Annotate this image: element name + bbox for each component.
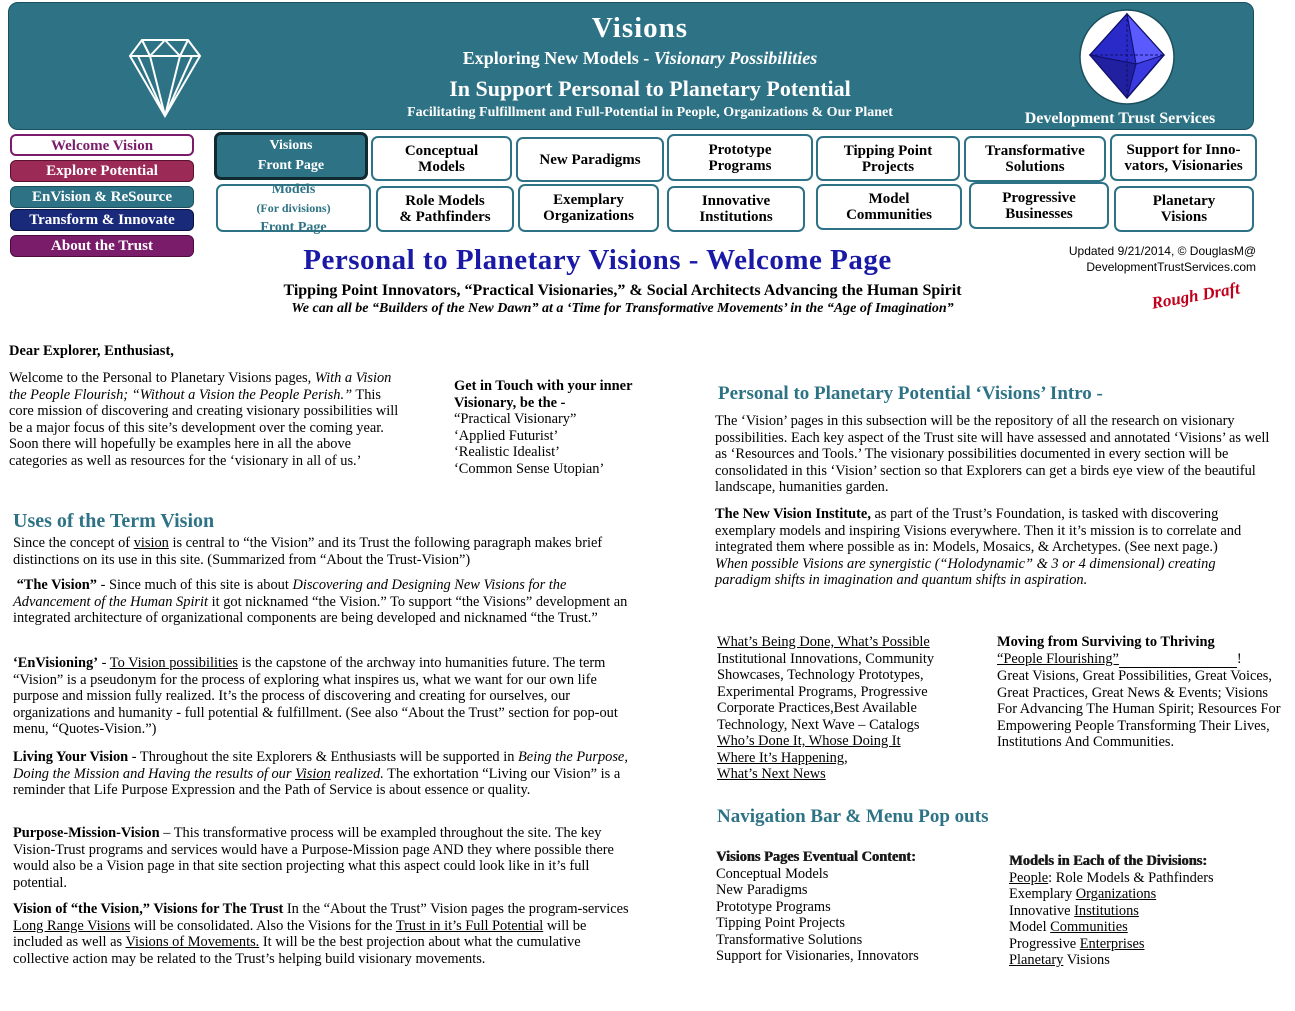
enterprises-link[interactable]: Enterprises (1079, 935, 1145, 952)
diamond-icon (120, 36, 210, 120)
trust-full-potential-link[interactable]: Trust in it’s Full Potential (395, 917, 544, 934)
purpose-mission-paragraph: Purpose-Mission-Vision – This transformative process will be exampled throughout the site. The key Vision-Trust programs and services would have a Purpose-Mission page AND they where possible there would also be a Vision page in that site section projecting what this aspect could look like in it’s full potential. (13, 825, 614, 891)
envisioning-paragraph: ‘EnVisioning’ - To Vision possibilities is the capstone of the archway into humanities future. The term “Vision” is a pseudonym for the process of exploring what inspires us, what we want for our own life purpose and mission fully realized. It’s the process of discovering and creating for ourselves, our organizations and humanity - full potential & fulfillment. (See also “About the Trust” section for pop-out menu, “Quotes-Vision.”) (13, 655, 618, 737)
nav-innovative-institutions[interactable]: Innovative Institutions (667, 186, 805, 232)
intro-paragraph: The ‘Vision’ pages in this subsection will be the repository of all the research on visionary possibilities. Each key aspect of the Trust site will have assessed and annotated ‘Visions’ as well as ‘Resources and Tools.’ The visionary possibilities documented in every section will be consolidated in this ‘Vision’ section so that Explorers can get a birds eye view of the beautiful landscape, humanities garden. (715, 413, 1270, 495)
octahedron-logo-icon (1078, 8, 1176, 106)
whats-being-done-link[interactable]: What’s Being Done, What’s Possible (717, 634, 930, 650)
whos-done-it-link[interactable]: Who’s Done It, Whose Doing It (717, 733, 901, 749)
list-item: Innovative Institutions (1009, 902, 1139, 919)
nav-prototype-programs[interactable]: Prototype Programs (667, 134, 813, 181)
surviving-thriving-block: Moving from Surviving to Thriving “People Flourishing” ! Great Visions, Great Possibilities, Great Voices, Great Practices, Great News & Events; Visions For Advancing The Human Spirit; Resources For Empowering People Transforming Their Lives, Institutions And Communities. (997, 634, 1281, 750)
nav-progressive-businesses[interactable]: Progressive Businesses (969, 182, 1109, 229)
nav-exemplary-organizations[interactable]: Exemplary Organizations (518, 184, 659, 232)
nav-models-front-page[interactable]: Models (For divisions) Front Page (216, 184, 371, 232)
models-divisions: Models in Each of the Divisions: People: Role Models & Pathfinders Exemplary Organizations Innovative Institutions Model Communities Progressive Enterprises Planetary Visions (1009, 853, 1294, 969)
list-item: ‘Applied Futurist’ (454, 427, 559, 444)
long-range-visions-link[interactable]: Long Range Visions (13, 917, 131, 934)
nav-visions-front-page[interactable]: Visions Front Page (214, 132, 368, 180)
site-subtitle-small: Facilitating Fulfillment and Full-Potential in People, Organizations & Our Planet (407, 105, 893, 120)
nav-conceptual-models[interactable]: Conceptual Models (371, 136, 512, 181)
nav-new-paradigms[interactable]: New Paradigms (516, 137, 664, 182)
since-paragraph: Since the concept of vision is central to “the Vision” and its Trust the following paragraph makes brief distinctions on its use in this site. (Summarized from “About the Trust-Vision”) (13, 535, 603, 568)
visions-of-movements-link[interactable]: Visions of Movements. (125, 934, 260, 950)
site-subtitle-main: In Support Personal to Planetary Potential (449, 76, 851, 101)
nav-planetary-visions[interactable]: Planetary Visions (1114, 186, 1254, 232)
list-item: Transformative Solutions (716, 931, 863, 948)
planetary-link[interactable]: Planetary (1009, 952, 1064, 968)
vision-of-vision-paragraph: Vision of “the Vision,” Visions for The Trust In the “About the Trust” Vision pages the program-services Long Range Visions will be consolidated. Also the Visions for the Trust in it’s Full Potential will be included as well as Visions of Movements. It will be the best projection about what the cumulative collective action may be related to the Trust’s helping build visionary movements. (13, 901, 629, 967)
welcome-paragraph: Welcome to the Personal to Planetary Visions pages, With a Vision the People Flourish; “Without a Vision the People Perish.” This core mission of discovering and creating visionary possibilities will be a major focus of this site’s development over the coming year. Soon there will hopefully be examples here in all the above categories as well as resources for the ‘visionary in all of us.’ (9, 370, 399, 469)
nav-transformative-solutions[interactable]: Transformative Solutions (964, 136, 1106, 182)
visions-pages-content: Visions Pages Eventual Content: Conceptual Models New Paradigms Prototype Programs Tipping Point Projects Transformative Solutions Support for Visionaries, Innovators (716, 849, 1001, 965)
tagline-italic: We can all be “Builders of the New Dawn” at a ‘Time for Transformative Movements’ in the “Age of Imagination” (291, 301, 954, 316)
list-item: New Paradigms (716, 882, 808, 898)
greeting: Dear Explorer, Enthusiast, (9, 343, 174, 359)
uses-heading: Uses of the Term Vision (13, 510, 215, 532)
list-item: Conceptual Models (716, 865, 829, 882)
vision-link-2[interactable]: Vision (295, 765, 331, 782)
list-item: ‘Common Sense Utopian’ (454, 460, 605, 477)
whats-next-news-link[interactable]: What’s Next News (717, 766, 826, 782)
site-subtitle: Exploring New Models - Visionary Possibilities (462, 48, 818, 68)
updated-info: Updated 9/21/2014, © DouglasM@ DevelopmentTrustServices.com (1068, 244, 1256, 274)
get-in-touch-box: Get in Touch with your inner Visionary, be the - “Practical Visionary” ‘Applied Futurist’ ‘Realistic Idealist’ ‘Common Sense Utopian’ (454, 378, 654, 477)
nav-role-models[interactable]: Role Models & Pathfinders (376, 186, 514, 232)
communities-link[interactable]: Communities (1050, 919, 1128, 935)
list-item: Progressive Enterprises (1009, 935, 1145, 952)
side-nav-explore-potential[interactable]: Explore Potential (10, 160, 194, 182)
nav-tipping-point-projects[interactable]: Tipping Point Projects (816, 136, 960, 181)
list-item: Support for Visionaries, Innovators (716, 948, 919, 964)
side-nav-welcome-vision[interactable]: Welcome Vision (10, 134, 194, 156)
list-item: ‘Realistic Idealist’ (454, 444, 560, 460)
new-vision-institute-paragraph: The New Vision Institute, as part of the Trust’s Foundation, is tasked with discovering exemplary models and inspiring Visions everywhere. Then it it’s mission is to correlate and integrated them where possible as in: Models, Mosaics, & Archetypes. (See next page.) When possible Visions are synergistic (“Holodynamic” & 3 or 4 dimensional) creating paradigm shifts in imagination and quantum shifts in aspiration. (715, 506, 1242, 588)
side-nav-transform-innovate[interactable]: Transform & Innovate (10, 209, 194, 231)
rough-draft-stamp: Rough Draft (1150, 278, 1242, 313)
list-item: “Practical Visionary” (454, 411, 577, 427)
side-nav-envision-resource[interactable]: EnVision & ReSource (10, 186, 194, 208)
list-item: Model Communities (1009, 919, 1128, 935)
to-vision-link[interactable]: To Vision possibilities (109, 655, 238, 671)
list-item: Prototype Programs (716, 898, 831, 915)
the-vision-paragraph: “The Vision” - Since much of this site is about Discovering and Designing New Visions for the Advancement of the Human Spirit it got nicknamed “the Vision.” To support “the Visions” development an integrated architecture of organizational components are being developed and nicknamed “the Trust.” (13, 577, 628, 626)
vision-link[interactable]: vision (133, 535, 169, 551)
living-vision-paragraph: Living Your Vision - Throughout the site Explorers & Enthusiasts will be supported in Being the Purpose, Doing the Mission and Having the results of our Vision realized. The exhortation “Living our Vision” is a reminder that Life Purpose Expression and the Path of Service is about essence or quality. (13, 749, 628, 798)
people-flourishing-link[interactable]: “People Flourishing” (997, 650, 1119, 667)
nav-support-innovators[interactable]: Support for Inno- vators, Visionaries (1110, 134, 1257, 181)
intro-heading: Personal to Planetary Potential ‘Visions’ Intro - (718, 383, 1103, 404)
page-title: Personal to Planetary Visions - Welcome Page (303, 244, 892, 276)
side-nav-about-trust[interactable]: About the Trust (10, 235, 194, 257)
navbar-heading: Navigation Bar & Menu Pop outs (717, 806, 989, 827)
list-item: People: Role Models & Pathfinders (1009, 869, 1214, 886)
people-link[interactable]: People (1009, 869, 1049, 886)
org-name: Development Trust Services (1024, 110, 1216, 127)
institutions-link[interactable]: Institutions (1074, 902, 1139, 919)
organizations-link[interactable]: Organizations (1075, 886, 1157, 902)
list-item: Exemplary Organizations (1009, 886, 1157, 902)
tagline: Tipping Point Innovators, “Practical Visionaries,” & Social Architects Advancing the Human Spirit (283, 282, 962, 299)
list-item: Planetary Visions (1009, 952, 1110, 968)
where-happening-link[interactable]: Where It’s Happening, (717, 749, 848, 766)
nav-model-communities[interactable]: Model Communities (816, 184, 962, 230)
whats-being-done-block: What’s Being Done, What’s Possible Institutional Innovations, Community Showcases, Technology Prototypes, Experimental Programs, Progressive Corporate Practices,Best Available Technology, Next Wave – Catalogs Who’s Done It, Whose Doing It Where It’s Happening, What’s Next News (717, 634, 987, 783)
site-title: Visions (591, 12, 689, 44)
list-item: Tipping Point Projects (716, 915, 846, 931)
